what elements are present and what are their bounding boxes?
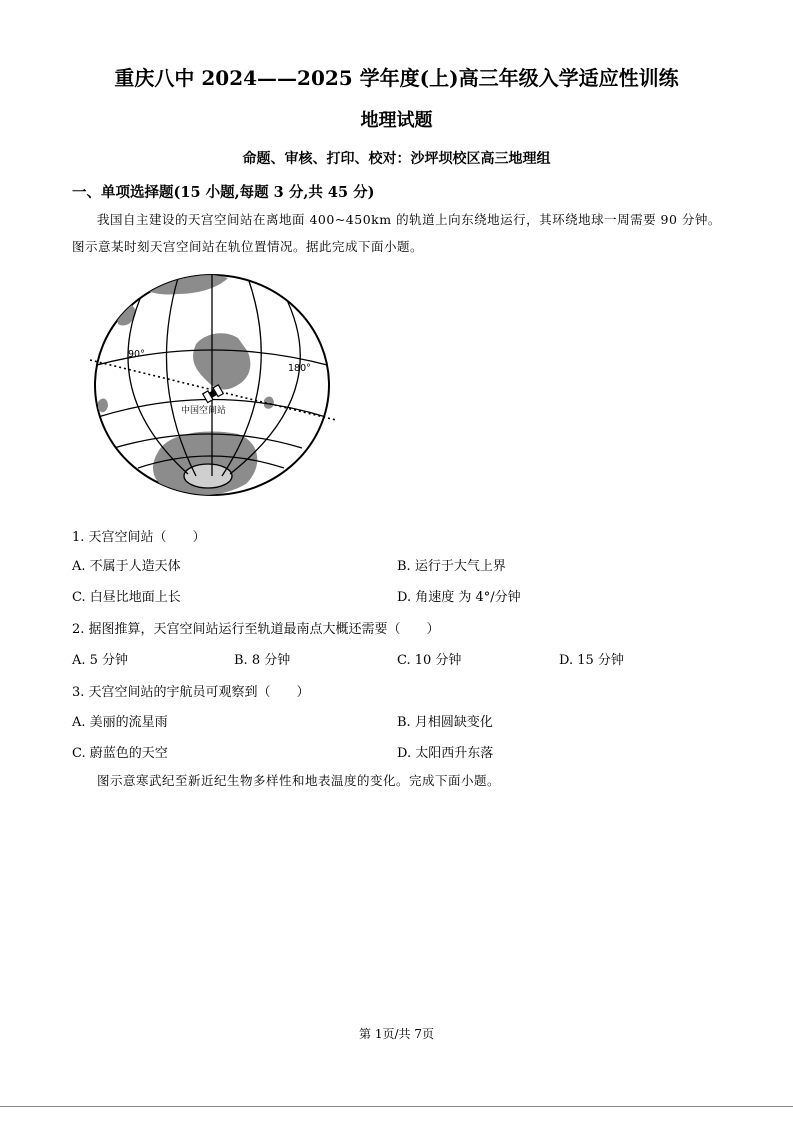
section-heading: 一、单项选择题(15 小题,每题 3 分,共 45 分) <box>72 184 375 201</box>
q1-option-d[interactable]: D. 角速度 为 4°/分钟 <box>397 590 521 605</box>
longitude-90-label: 90° <box>128 349 145 360</box>
page-number: 第 1页/共 7页 <box>359 1027 434 1041</box>
q1-option-b[interactable]: B. 运行于大气上界 <box>397 559 506 574</box>
bottom-divider <box>0 1106 793 1107</box>
q1-option-a[interactable]: A. 不属于人造天体 <box>72 559 181 574</box>
question-2: 2. 据图推算，天宫空间站运行至轨道最南点大概还需要（ ） <box>72 622 440 637</box>
station-label: 中国空间站 <box>181 406 227 416</box>
q3-option-a[interactable]: A. 美丽的流星雨 <box>72 715 168 730</box>
exam-subject: 地理试题 <box>360 110 433 131</box>
exam-title: 重庆八中 2024——2025 学年度(上)高三年级入学适应性训练 <box>114 66 679 90</box>
q3-option-c[interactable]: C. 蔚蓝色的天空 <box>72 746 168 761</box>
longitude-180-label: 180° <box>288 363 311 374</box>
q3-option-d[interactable]: D. 太阳西升东落 <box>397 746 494 761</box>
question-1: 1. 天宫空间站（ ） <box>72 530 206 545</box>
q2-option-c[interactable]: C. 10 分钟 <box>397 653 462 668</box>
intro-paragraph-1: 我国自主建设的天宫空间站在离地面 400~450km 的轨道上向东绕地运行，其环绕地球一周需要 90 分钟。图示意某时刻天宫空间站在轨位置情况。据此完成下面小题。 <box>72 212 721 254</box>
q1-option-c[interactable]: C. 白昼比地面上长 <box>72 590 181 605</box>
globe-figure <box>88 272 338 504</box>
q2-option-a[interactable]: A. 5 分钟 <box>72 653 129 668</box>
question-3: 3. 天宫空间站的宇航员可观察到（ ） <box>72 685 310 700</box>
exam-credits: 命题、审核、打印、校对：沙坪坝校区高三地理组 <box>242 151 551 167</box>
q3-option-b[interactable]: B. 月相圆缺变化 <box>397 715 493 730</box>
q2-option-d[interactable]: D. 15 分钟 <box>559 653 624 668</box>
intro-paragraph-2: 图示意寒武纪至新近纪生物多样性和地表温度的变化。完成下面小题。 <box>97 773 501 788</box>
q2-option-b[interactable]: B. 8 分钟 <box>234 653 291 668</box>
